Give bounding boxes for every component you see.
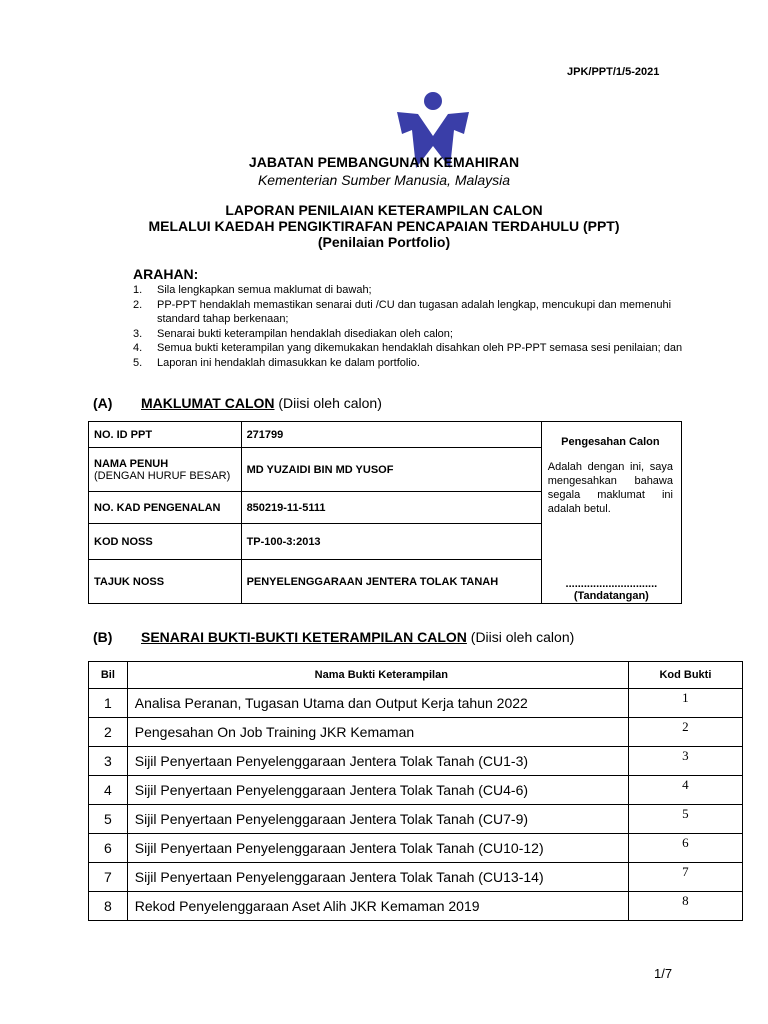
field-value: TP-100-3:2013 <box>241 524 541 560</box>
instruction-item: 2. PP-PPT hendaklah memastikan senarai duti /CU dan tugasan adalah lengkap, mencukupi dan memenuhi standard tahap berkenaan; <box>133 298 672 325</box>
candidate-info-table <box>88 421 682 604</box>
row-number: 4 <box>89 776 128 805</box>
instructions-heading: ARAHAN: <box>133 266 199 282</box>
instruction-item: 3. Senarai bukti keterampilan hendaklah disediakan oleh calon; <box>133 327 453 340</box>
confirmation-text: Adalah dengan ini, saya mengesahkan bahawa segala maklumat ini adalah betul. <box>547 461 673 515</box>
evidence-name: Sijil Penyertaan Penyelenggaraan Jentera Tolak Tanah (CU10-12) <box>127 834 628 863</box>
evidence-name: Analisa Peranan, Tugasan Utama dan Output Kerja tahun 2022 <box>127 689 628 718</box>
evidence-code: 4 <box>628 776 742 805</box>
table-row <box>89 892 743 921</box>
table-header-row <box>89 662 743 689</box>
column-header: Bil <box>89 662 128 689</box>
field-value: 271799 <box>241 422 541 448</box>
evidence-table <box>88 661 743 921</box>
document-reference-code: JPK/PPT/1/5-2021 <box>567 66 660 78</box>
evidence-name: Pengesahan On Job Training JKR Kemaman <box>127 718 628 747</box>
signature-line: .............................. <box>565 578 658 590</box>
report-title-line1: LAPORAN PENILAIAN KETERAMPILAN CALON <box>225 202 543 218</box>
evidence-name: Sijil Penyertaan Penyelenggaraan Jentera Tolak Tanah (CU13-14) <box>127 863 628 892</box>
confirmation-title: Pengesahan Calon <box>561 436 660 448</box>
row-number: 1 <box>89 689 128 718</box>
row-number: 6 <box>89 834 128 863</box>
page-number: 1/7 <box>654 966 673 981</box>
field-value: 850219-11-5111 <box>241 492 541 524</box>
column-header: Nama Bukti Keterampilan <box>127 662 628 689</box>
evidence-code: 8 <box>628 892 742 921</box>
row-number: 8 <box>89 892 128 921</box>
instruction-item: 1. Sila lengkapkan semua maklumat di bawah; <box>133 284 372 296</box>
evidence-name: Sijil Penyertaan Penyelenggaraan Jentera Tolak Tanah (CU7-9) <box>127 805 628 834</box>
report-title-line3: (Penilaian Portfolio) <box>317 234 451 250</box>
field-label: KOD NOSS <box>89 524 242 560</box>
evidence-code: 3 <box>628 747 742 776</box>
table-row <box>89 776 743 805</box>
report-title-line2: MELALUI KAEDAH PENGIKTIRAFAN PENCAPAIAN TERDAHULU (PPT) <box>148 218 620 234</box>
section-b-heading: (B) SENARAI BUKTI-BUKTI KETERAMPILAN CALON (Diisi oleh calon) <box>93 629 575 645</box>
field-label: TAJUK NOSS <box>89 560 242 604</box>
organization-name: JABATAN PEMBANGUNAN KEMAHIRAN <box>248 154 520 170</box>
field-label: NO. ID PPT <box>89 422 242 448</box>
evidence-code: 2 <box>628 718 742 747</box>
signature-label: (Tandatangan) <box>573 590 649 602</box>
evidence-code: 5 <box>628 805 742 834</box>
row-number: 7 <box>89 863 128 892</box>
candidate-confirmation <box>541 422 681 604</box>
table-row <box>89 689 743 718</box>
evidence-name: Sijil Penyertaan Penyelenggaraan Jentera Tolak Tanah (CU4-6) <box>127 776 628 805</box>
field-value: PENYELENGGARAAN JENTERA TOLAK TANAH <box>241 560 541 604</box>
evidence-code: 7 <box>628 863 742 892</box>
row-number: 2 <box>89 718 128 747</box>
row-number: 3 <box>89 747 128 776</box>
table-row <box>89 747 743 776</box>
table-row <box>89 834 743 863</box>
field-label: NAMA PENUH (DENGAN HURUF BESAR) <box>89 448 242 492</box>
table-row <box>89 422 682 448</box>
instruction-item: 5. Laporan ini hendaklah dimasukkan ke dalam portfolio. <box>133 356 420 369</box>
field-label: NO. KAD PENGENALAN <box>89 492 242 524</box>
ministry-name: Kementerian Sumber Manusia, Malaysia <box>257 172 511 188</box>
table-row <box>89 805 743 834</box>
evidence-code: 1 <box>628 689 742 718</box>
evidence-name: Rekod Penyelenggaraan Aset Alih JKR Kemaman 2019 <box>127 892 628 921</box>
table-row <box>89 718 743 747</box>
column-header: Kod Bukti <box>628 662 742 689</box>
section-a-heading: (A) MAKLUMAT CALON (Diisi oleh calon) <box>93 395 382 411</box>
table-row <box>89 863 743 892</box>
instruction-item: 4. Semua bukti keterampilan yang dikemukakan hendaklah disahkan oleh PP-PPT semasa sesi penilaian; dan <box>133 342 683 354</box>
instructions-list <box>133 283 693 370</box>
evidence-name: Sijil Penyertaan Penyelenggaraan Jentera Tolak Tanah (CU1-3) <box>127 747 628 776</box>
evidence-code: 6 <box>628 834 742 863</box>
row-number: 5 <box>89 805 128 834</box>
field-value: MD YUZAIDI BIN MD YUSOF <box>241 448 541 492</box>
